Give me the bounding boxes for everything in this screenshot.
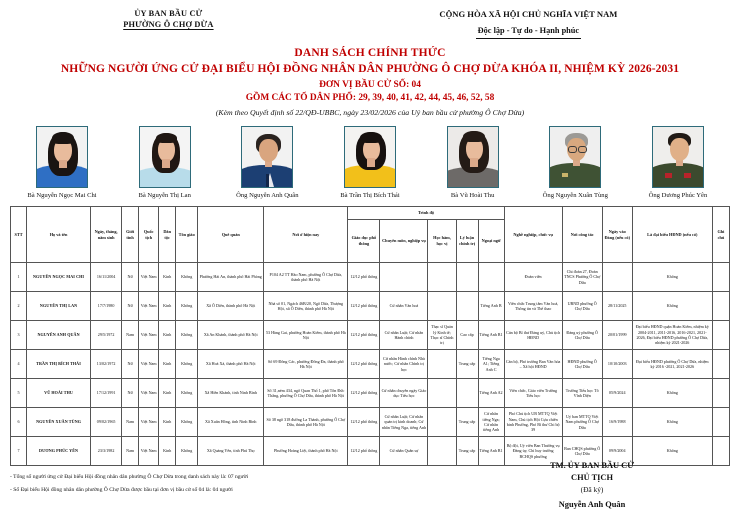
cell-party-date: 09/9/2004 xyxy=(602,437,632,466)
cell-education: 12/12 phổ thông xyxy=(348,408,380,437)
cell-language: Tiếng Anh B1 xyxy=(478,437,504,466)
cell-academic xyxy=(428,292,456,321)
table-row xyxy=(11,263,730,292)
cell-academic xyxy=(428,379,456,408)
cell-dob: 09/02/1965 xyxy=(91,408,122,437)
cell-stt: 2 xyxy=(11,292,27,321)
cell-education: 12/12 phổ thông xyxy=(348,263,380,292)
cell-note xyxy=(712,321,729,350)
cell-name: NGUYỄN NGỌC MAI CHI xyxy=(27,263,91,292)
cell-occupation: Đoàn viên xyxy=(504,263,562,292)
cell-name: DƯƠNG PHÚC YÊN xyxy=(27,437,91,466)
cell-specialty: Cử nhân Luật; Cử nhân Hành chính xyxy=(380,321,428,350)
cell-workplace: Uỷ ban MTTQ Việt Nam phường Ô Chợ Dừa xyxy=(562,408,602,437)
th-name: Họ và tên xyxy=(27,207,91,263)
cell-language: Tiếng Anh B xyxy=(478,292,504,321)
cell-hdnd: Không xyxy=(632,292,712,321)
portrait-frame xyxy=(139,126,191,188)
cell-party-date: 20/01/1999 xyxy=(602,321,632,350)
candidate-photo-row xyxy=(10,126,730,200)
national-motto: Độc lập - Tự do - Hạnh phúc xyxy=(476,25,581,39)
document-header xyxy=(10,8,730,39)
cell-ethnicity: Kinh xyxy=(159,321,176,350)
table-row xyxy=(11,408,730,437)
cell-hometown: Xã Ô Diên, thành phố Hà Nội xyxy=(198,292,264,321)
portrait-shoulder-board xyxy=(665,173,672,178)
candidate-caption: Ông Dương Phúc Yên xyxy=(648,192,708,199)
cell-party-date: 16/9/1988 xyxy=(602,408,632,437)
portrait-frame xyxy=(36,126,88,188)
cell-nationality: Việt Nam xyxy=(139,437,159,466)
candidate-table xyxy=(10,206,730,466)
cell-residence: Số 31,ném 434, ngõ Quan Thổ 1, phố Tôn Đức Thắng, phường Ô Chợ Dừa, thành phố Hà Nội xyxy=(264,379,348,408)
national-title: CỘNG HÒA XÃ HỘI CHỦ NGHĨA VIỆT NAM xyxy=(439,9,618,19)
cell-stt: 1 xyxy=(11,263,27,292)
cell-note xyxy=(712,292,729,321)
cell-dob: 16/11/2004 xyxy=(91,263,122,292)
cell-name: NGUYỄN ANH QUÂN xyxy=(27,321,91,350)
cell-education: 12/12 phổ thông xyxy=(348,292,380,321)
cell-education: 12/12 phổ thông xyxy=(348,350,380,379)
th-academic: Học hàm, học vị xyxy=(428,220,456,263)
table-body xyxy=(11,263,730,466)
cell-sex: Nam xyxy=(122,321,139,350)
cell-sex: Nam xyxy=(122,408,139,437)
portrait-fringe xyxy=(463,131,485,142)
header-right-block xyxy=(327,8,730,39)
cell-politics xyxy=(456,263,478,292)
cell-sex: Nam xyxy=(122,437,139,466)
candidate-photo-4 xyxy=(322,126,418,200)
cell-workplace: Trường Tiểu học Tô Vĩnh Diện xyxy=(562,379,602,408)
cell-sex: Nữ xyxy=(122,350,139,379)
cell-workplace: Ban CHQS phường Ô Chợ Dừa xyxy=(562,437,602,466)
cell-occupation: Bộ đội, Uỷ viên Ban Thường vụ Đảng ủy, Chỉ huy trưởng BCHQS phường xyxy=(504,437,562,466)
th-sex: Giới tính xyxy=(122,207,139,263)
cell-occupation: Viên chức, Giáo viên Trường Tiểu học xyxy=(504,379,562,408)
th-workplace: Nơi công tác xyxy=(562,207,602,263)
cell-workplace: Đảng uỷ phường Ô Chợ Dừa xyxy=(562,321,602,350)
cell-specialty: Cử nhân chuyên ngày Giáo dục Tiểu học xyxy=(380,379,428,408)
cell-occupation: Viên chức Trung tâm Văn hoá, Thông tin và Thể thao xyxy=(504,292,562,321)
cell-academic xyxy=(428,437,456,466)
cell-party-date: 10/10/2003 xyxy=(602,350,632,379)
cell-stt: 6 xyxy=(11,408,27,437)
cell-workplace: UBND phường Ô Chợ Dừa xyxy=(562,292,602,321)
th-hdnd: Là đại biểu HĐND (nếu có) xyxy=(632,207,712,263)
cell-academic: Thạc sĩ Quản lý Kinh tế; Thạc sĩ Chính trị xyxy=(428,321,456,350)
th-hometown: Quê quán xyxy=(198,207,264,263)
portrait-fringe xyxy=(156,133,177,143)
cell-dob: 13/02/1972 xyxy=(91,350,122,379)
cell-ethnicity: Kinh xyxy=(159,408,176,437)
cell-politics: Trung cấp xyxy=(456,408,478,437)
title-main: DANH SÁCH CHÍNH THỨC xyxy=(294,47,446,59)
glasses-icon xyxy=(578,146,587,153)
th-religion: Tôn giáo xyxy=(176,207,198,263)
cell-language: Tiếng Anh B1 xyxy=(478,321,504,350)
cell-education: 12/12 phổ thông xyxy=(348,437,380,466)
cell-name: NGUYỄN THỊ LAN xyxy=(27,292,91,321)
cell-education: 12/12 phổ thông xyxy=(348,321,380,350)
cell-language xyxy=(478,263,504,292)
cell-note xyxy=(712,408,729,437)
cell-note xyxy=(712,350,729,379)
cell-education: 12/12 phổ thông xyxy=(348,379,380,408)
cell-nationality: Việt Nam xyxy=(139,408,159,437)
th-nationality: Quốc tịch xyxy=(139,207,159,263)
cell-note xyxy=(712,437,729,466)
candidate-caption: Ông Nguyễn Anh Quân xyxy=(236,192,299,199)
cell-ethnicity: Kinh xyxy=(159,379,176,408)
th-politics: Lý luận chính trị xyxy=(456,220,478,263)
cell-specialty xyxy=(380,263,428,292)
table-row xyxy=(11,292,730,321)
candidate-photo-3 xyxy=(219,126,315,200)
cell-ethnicity: Kinh xyxy=(159,437,176,466)
cell-politics xyxy=(456,379,478,408)
portrait-military-uniform xyxy=(549,163,601,187)
th-occupation: Nghề nghiệp, chức vụ xyxy=(504,207,562,263)
candidate-caption: Ông Nguyễn Xuân Tùng xyxy=(542,192,608,199)
candidate-caption: Bà Vũ Hoài Thu xyxy=(450,192,495,199)
th-specialty: Chuyên môn, nghiệp vụ xyxy=(380,220,428,263)
th-education: Giáo dục phổ thông xyxy=(348,220,380,263)
cell-workplace: HĐND phường Ô Chợ Dừa xyxy=(562,350,602,379)
candidate-caption: Bà Nguyễn Ngọc Mai Chi xyxy=(27,192,97,199)
cell-politics: Cao cấp xyxy=(456,321,478,350)
cell-politics: Trung cấp xyxy=(456,350,478,379)
portrait-fringe xyxy=(360,132,382,143)
cell-politics xyxy=(456,292,478,321)
cell-workplace: Chi đoàn 27, Đoàn TNCS Phường Ô Chợ Dừa xyxy=(562,263,602,292)
cell-specialty: Cử nhân Quân sự xyxy=(380,437,428,466)
cell-religion: Không xyxy=(176,263,198,292)
cell-stt: 5 xyxy=(11,379,27,408)
th-party-date: Ngày vào Đảng (nếu có) xyxy=(602,207,632,263)
cell-residence: Số 69 Đông Các, phường Đống Đa, thành phố Hà Nội xyxy=(264,350,348,379)
note-total-candidates: - Tổng số người ứng cử Đại biểu Hội đồng nhân dân phường Ô Chợ Dừa trong danh sách này là: 07 người xyxy=(10,474,249,480)
table-row xyxy=(11,379,730,408)
cell-hdnd: Không xyxy=(632,408,712,437)
cell-sex: Nữ xyxy=(122,292,139,321)
th-ethnicity: Dân tộc xyxy=(159,207,176,263)
candidate-photo-1 xyxy=(14,126,110,200)
cell-hometown: Phường Hải An, thành phố Hải Phòng xyxy=(198,263,264,292)
cell-residence: P104 A2 TT Hào Nam, phường Ô Chợ Dừa, thành phố Hà Nội xyxy=(264,263,348,292)
candidate-photo-7 xyxy=(630,126,726,200)
neighborhood-groups: GỒM CÁC TỔ DÂN PHỐ: 29, 39, 40, 41, 42, 44, 45, 46, 52, 58 xyxy=(245,93,495,103)
th-note: Ghi chú xyxy=(712,207,729,263)
signature-name: Nguyễn Anh Quân xyxy=(558,500,626,509)
candidate-photo-6 xyxy=(527,126,623,200)
cell-language: Tiếng Anh A2 xyxy=(478,379,504,408)
cell-specialty: Cử nhân Văn hoá xyxy=(380,292,428,321)
note-seats: - Số Đại biểu Hội đồng nhân dân phường Ô Chợ Dừa được bầu tại đơn vị bầu cử số 04 là: 04 người xyxy=(10,487,233,493)
portrait-fringe xyxy=(52,132,74,144)
cell-hometown: Xã Hiền Khánh, tỉnh Ninh Bình xyxy=(198,379,264,408)
decision-reference: (Kèm theo Quyết định số 22/QĐ-UBBC, ngày 23/02/2026 của Uỷ ban bầu cử phường Ô Chợ Dừa) xyxy=(215,108,525,117)
table-header-group-row xyxy=(11,207,730,220)
cell-sex: Nữ xyxy=(122,263,139,292)
th-stt: STT xyxy=(11,207,27,263)
cell-party-date xyxy=(602,263,632,292)
cell-hdnd: Không xyxy=(632,379,712,408)
cell-stt: 4 xyxy=(11,350,27,379)
th-residence: Nơi ở hiện nay xyxy=(264,207,348,263)
cell-residence: Số 38 ngõ 318 đường La Thành, phường Ô Chợ Dừa, thành phố Hà Nội xyxy=(264,408,348,437)
cell-ethnicity: Kinh xyxy=(159,292,176,321)
th-language: Ngoại ngữ xyxy=(478,220,504,263)
issuing-body-line2: PHƯỜNG Ô CHỢ DỪA xyxy=(123,20,214,29)
cell-specialty: Cử nhân Hành chính Nhà nước; Cử nhân Chính trị học xyxy=(380,350,428,379)
cell-specialty: Cử nhân Luật; Cử nhân quản trị kinh doanh; Cử nhân Tiếng Nga, tiếng Anh xyxy=(380,408,428,437)
cell-stt: 3 xyxy=(11,321,27,350)
cell-religion: Không xyxy=(176,408,198,437)
table-row xyxy=(11,350,730,379)
cell-occupation: Phó Chủ tịch UB MTTQ Việt Nam, Chủ tịch Hội Cựu chiến binh Phường, Phó Bí thư Chi bộ 39 xyxy=(504,408,562,437)
cell-nationality: Việt Nam xyxy=(139,263,159,292)
cell-religion: Không xyxy=(176,321,198,350)
candidate-caption: Bà Trần Thị Bích Thái xyxy=(340,192,400,199)
cell-hdnd: Đại biểu HĐND quận Hoàn Kiếm, nhiệm kỳ 2004-2011, 2011-2016, 2016-2021, 2021-2026, Đại biểu HĐND phường Ô Chợ Dừa, nhiệm kỳ 2021-2026 xyxy=(632,321,712,350)
th-qualification-group: Trình độ xyxy=(348,207,504,220)
signature-block xyxy=(502,460,682,511)
portrait-face xyxy=(670,138,689,161)
signature-position: CHỦ TỊCH xyxy=(571,473,613,482)
cell-party-date: 05/9/2024 xyxy=(602,379,632,408)
cell-nationality: Việt Nam xyxy=(139,292,159,321)
cell-religion: Không xyxy=(176,292,198,321)
cell-party-date: 28/11/2025 xyxy=(602,292,632,321)
cell-nationality: Việt Nam xyxy=(139,321,159,350)
cell-ethnicity: Kinh xyxy=(159,350,176,379)
signature-authority: TM. ỦY BAN BẦU CỬ xyxy=(550,461,634,470)
cell-sex: Nữ xyxy=(122,379,139,408)
document-title-block xyxy=(10,46,730,119)
glasses-icon xyxy=(568,146,577,153)
cell-hometown: Xã An Khánh, thành phố Hà Nội xyxy=(198,321,264,350)
cell-dob: 17/7/1980 xyxy=(91,292,122,321)
candidate-photo-5 xyxy=(425,126,521,200)
portrait-neck xyxy=(367,158,375,167)
portrait-rank-insignia xyxy=(562,173,568,177)
cell-nationality: Việt Nam xyxy=(139,350,159,379)
cell-religion: Không xyxy=(176,350,198,379)
cell-academic xyxy=(428,263,456,292)
cell-academic xyxy=(428,350,456,379)
header-left-block xyxy=(10,8,327,39)
th-dob: Ngày, tháng, năm sinh xyxy=(91,207,122,263)
cell-dob: 29/5/1972 xyxy=(91,321,122,350)
cell-hometown: Xã Hoà Xá, thành phố Hà Nội xyxy=(198,350,264,379)
table-row xyxy=(11,321,730,350)
cell-residence: Nhà số 01, Ngách 46B/20, Ngõ Dừa, Thượng Hội, xã Ô Diên, thành phố Hà Nội xyxy=(264,292,348,321)
portrait-frame xyxy=(447,126,499,188)
cell-residence: Phường Hoàng Liệt, thành phố Hà Nội xyxy=(264,437,348,466)
cell-name: TRẦN THỊ BÍCH THÁI xyxy=(27,350,91,379)
portrait-shoulder-board xyxy=(684,173,691,178)
cell-occupation: Cán bộ, Phó trưởng Ban Văn hóa – Xã hội HĐND xyxy=(504,350,562,379)
cell-nationality: Việt Nam xyxy=(139,379,159,408)
cell-hdnd: Đại biểu HĐND phường Ô Chợ Dừa, nhiệm kỳ 2016 -2021, 2021-2026 xyxy=(632,350,712,379)
cell-academic xyxy=(428,408,456,437)
cell-religion: Không xyxy=(176,379,198,408)
cell-note xyxy=(712,263,729,292)
portrait-frame xyxy=(241,126,293,188)
cell-language: Tiếng Nga A1; Tiếng Anh C xyxy=(478,350,504,379)
cell-language: Cử nhân tiếng Nga; Cử nhân tiếng Anh xyxy=(478,408,504,437)
cell-stt: 7 xyxy=(11,437,27,466)
cell-occupation: Cán bộ Bí thư Đảng uỷ, Chủ tịch HĐND xyxy=(504,321,562,350)
cell-politics: Trung cấp xyxy=(456,437,478,466)
issuing-body-line1: ỦY BAN BẦU CỬ xyxy=(134,9,203,18)
portrait-frame xyxy=(344,126,396,188)
candidate-caption: Bà Nguyễn Thị Lan xyxy=(138,192,191,199)
cell-residence: 53 Hàng Gai, phường Hoàn Kiếm, thành phố Hà Nội xyxy=(264,321,348,350)
cell-hdnd: Không xyxy=(632,437,712,466)
portrait-frame xyxy=(652,126,704,188)
cell-dob: 23/3/1982 xyxy=(91,437,122,466)
portrait-neck xyxy=(470,158,478,167)
cell-hometown: Xã Quảng Yên, tỉnh Phú Thọ xyxy=(198,437,264,466)
signature-signed-mark: (Đã ký) xyxy=(580,485,604,494)
portrait-military-uniform xyxy=(652,163,704,187)
cell-name: NGUYỄN XUÂN TÙNG xyxy=(27,408,91,437)
cell-name: VŨ HOÀI THU xyxy=(27,379,91,408)
electoral-unit: ĐƠN VỊ BẦU CỬ SỐ: 04 xyxy=(319,80,421,90)
cell-hdnd: Không xyxy=(632,263,712,292)
portrait-neck xyxy=(59,160,67,168)
portrait-neck xyxy=(162,159,170,168)
cell-hometown: Xã Xuân Hồng, tỉnh Ninh Bình xyxy=(198,408,264,437)
cell-ethnicity: Kinh xyxy=(159,263,176,292)
cell-note xyxy=(712,379,729,408)
cell-dob: 17/12/1991 xyxy=(91,379,122,408)
portrait-frame xyxy=(549,126,601,188)
portrait-necktie xyxy=(266,174,269,187)
title-sub: NHỮNG NGƯỜI ỨNG CỬ ĐẠI BIỂU HỘI ĐỒNG NHÂN DÂN PHƯỜNG Ô CHỢ DỪA KHÓA II, NHIỆM KỲ 2026-2031 xyxy=(60,63,680,75)
candidate-photo-2 xyxy=(117,126,213,200)
cell-religion: Không xyxy=(176,437,198,466)
